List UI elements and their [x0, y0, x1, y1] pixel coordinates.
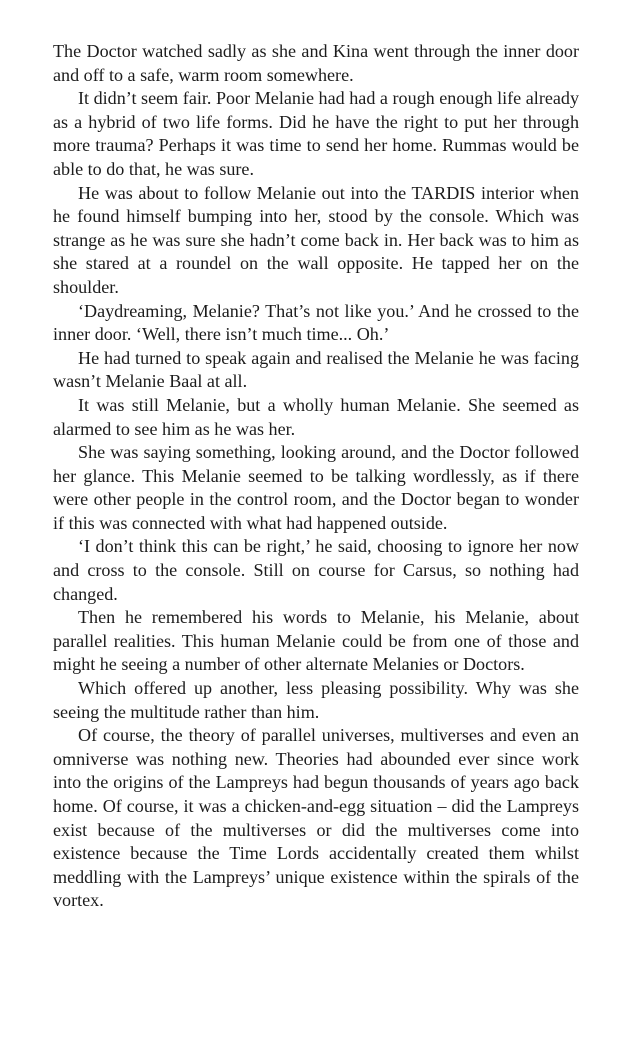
paragraph-10: Which offered up another, less pleasing possibility. Why was she seeing the multitude rather than him.	[53, 678, 579, 722]
paragraph-1: The Doctor watched sadly as she and Kina went through the inner door and off to a safe, warm room somewhere.	[53, 41, 579, 85]
paragraph-11: Of course, the theory of parallel universes, multiverses and even an omniverse was nothing new. Theories had abounded ever since work into the origins of the Lampreys had begun thousands of years ago back home. Of course, it was a chicken-and-egg situation – did the Lampreys exist because of the multiverses or did the multiverses come into existence because the Time Lords accidentally created them whilst meddling with the Lampreys’ unique existence within the spirals of the vortex.	[53, 725, 579, 911]
paragraph-4: ‘Daydreaming, Melanie? That’s not like you.’ And he crossed to the inner door. ‘Well, there isn’t much time... Oh.’	[53, 300, 579, 345]
paragraph-8: ‘I don’t think this can be right,’ he said, choosing to ignore her now and cross to the console. Still on course for Carsus, so nothing had changed.	[53, 536, 579, 604]
paragraph-2: It didn’t seem fair. Poor Melanie had had a rough enough life already as a hybrid of two life forms. Did he have the right to put her through more trauma? Perhaps it was time to send her home. Rummas would be able to do that, he was sure.	[53, 88, 579, 179]
paragraph-9: Then he remembered his words to Melanie, his Melanie, about parallel realities. This human Melanie could be from one of those and might he seeing a number of other alternate Melanies or Doctors.	[53, 607, 579, 675]
paragraph-7: She was saying something, looking around, and the Doctor followed her glance. This Melanie seemed to be talking wordlessly, as if there were other people in the control room, and the Doctor began to wonder if this was connected with what had happened outside.	[53, 442, 579, 533]
book-page	[53, 40, 579, 913]
paragraph-5: He had turned to speak again and realised the Melanie he was facing wasn’t Melanie Baal at all.	[53, 347, 579, 392]
paragraph-6: It was still Melanie, but a wholly human Melanie. She seemed as alarmed to see him as he was her.	[53, 394, 579, 439]
paragraph-3: He was about to follow Melanie out into the TARDIS interior when he found himself bumping into her, stood by the console. Which was strange as he was sure she hadn’t come back in. Her back was to him as she stared at a roundel on the wall opposite. He tapped her on the shoulder.	[53, 182, 579, 297]
